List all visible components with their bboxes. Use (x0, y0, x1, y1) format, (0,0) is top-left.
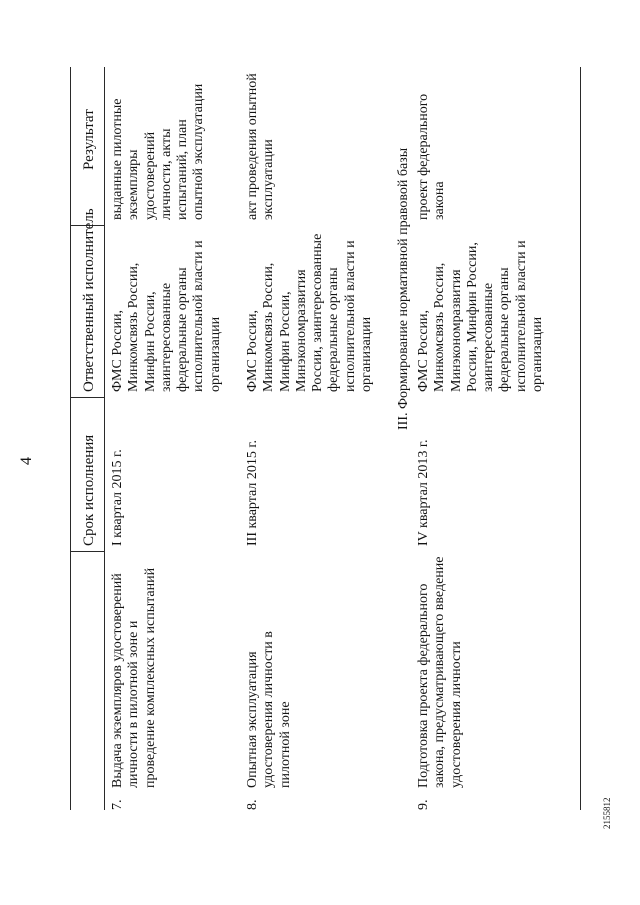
header-divider (70, 551, 105, 552)
row-task: Подготовка проекта федерального закона, предусматривающего введение удостоверения личности (416, 556, 464, 788)
header-deadline: Срок исполнения (81, 434, 97, 546)
header-divider (70, 397, 105, 398)
row-deadline: I квартал 2015 г. (110, 449, 125, 546)
header-executor: Ответственный исполнитель (81, 208, 97, 392)
section-heading: III. Формирование нормативной правовой базы (396, 147, 411, 430)
plan-table (30, 67, 590, 810)
header-result: Результат (81, 109, 97, 170)
page-number: 4 (18, 457, 35, 465)
header-bottom-rule (104, 67, 105, 810)
table-top-rule (70, 67, 71, 810)
row-result: проект федерального закона (416, 93, 448, 220)
document-code: 2155812 (602, 797, 612, 829)
row-executor: ФМС России, Минкомсвязь России, Минфин России, заинтересованные федеральные органы исполнительной власти и организации (110, 240, 223, 392)
row-number: 7. (110, 799, 125, 810)
row-result: акт проведения опытной эксплуатации (245, 73, 277, 220)
row-task: Опытная эксплуатация удостоверения личности в пилотной зоне (245, 631, 293, 788)
row-result: выданные пилотные экземпляры удостоверений личности, акты испытаний, план опытной эксплуатации (110, 83, 207, 220)
row-executor: ФМС России, Минкомсвязь России, Минфин России, Минэкономразвития России, заинтересованные федеральные органы исполнительной власти и организации (245, 233, 375, 392)
row-task: Выдача экземпляров удостоверений личности в пилотной зоне и проведение комплексных испытаний (110, 567, 158, 788)
row-number: 8. (245, 799, 260, 810)
row-executor: ФМС России, Минкомсвязь России, Минэкономразвития России, Минфин России, заинтересованные федеральные органы исполнительной власти и организации (416, 240, 546, 392)
row-deadline: IV квартал 2013 г. (416, 439, 431, 546)
row-number: 9. (416, 799, 431, 810)
table-bottom-rule (580, 67, 581, 810)
row-deadline: III квартал 2015 г. (245, 439, 260, 546)
